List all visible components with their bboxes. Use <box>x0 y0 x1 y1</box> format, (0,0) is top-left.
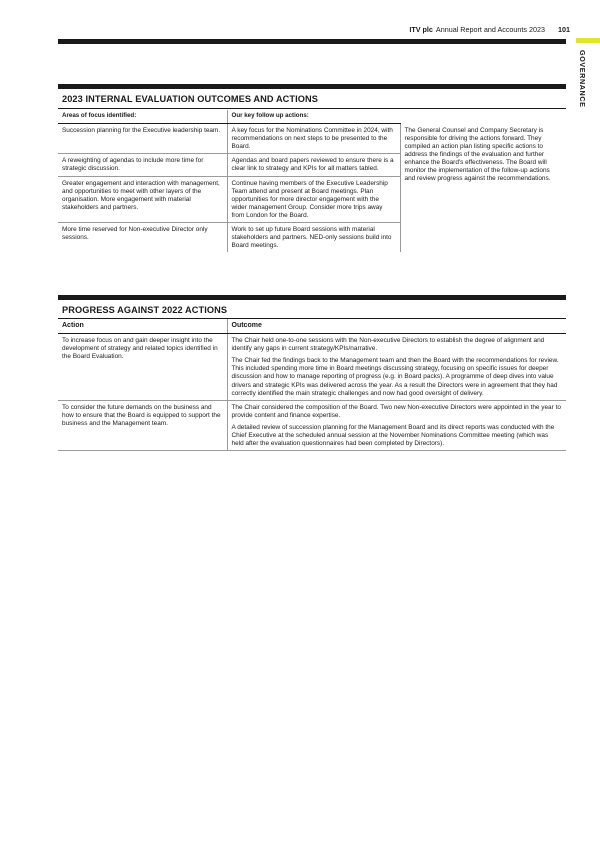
col-header-actions: Our key follow up actions: <box>227 110 400 124</box>
outcome-paragraph: A detailed review of succession planning for the Management Board and its direct reports was conducted with the Chief Executive at the scheduled annual session at the November Nominations Committee meeting (which was held after the evaluation questionnaires had been completed by Directors). <box>231 423 555 448</box>
action-cell: A key focus for the Nominations Committee in 2024, with recommendations on next steps to be presented to the Board. <box>227 124 400 154</box>
evaluation-outcomes-table <box>58 110 566 252</box>
progress-table <box>58 319 566 451</box>
action-cell: Work to set up future Board sessions with material stakeholders and partners. NED-only sessions build into Board meetings. <box>227 223 400 253</box>
col-header-action: Action <box>58 319 227 334</box>
side-note: The General Counsel and Company Secretary is responsible for driving the actions forward. They compiled an action plan listing specific actions to address the findings of the evaluation and further enhance the Board's effectiveness. The Board will monitor the implementation of the follow-up actions and review progress against the recommendations. <box>400 124 566 253</box>
section-tab-marker <box>576 38 600 43</box>
page-header <box>409 25 570 34</box>
table-row <box>58 400 566 450</box>
area-cell: More time reserved for Non-executive Director only sessions. <box>62 226 208 242</box>
side-section-label: GOVERNANCE <box>578 50 587 108</box>
table-row <box>58 124 566 154</box>
outcome-cell <box>227 334 566 401</box>
header-rule <box>58 39 566 44</box>
section2-title: PROGRESS AGAINST 2022 ACTIONS <box>62 305 228 315</box>
outcome-cell <box>227 400 566 450</box>
action-cell: Agendas and board papers reviewed to ensure there is a clear link to strategy and KPIs for all matters tabled. <box>227 154 400 176</box>
action-cell: Continue having members of the Executive Leadership Team attend and present at Board meetings. Plan opportunities for more director engagement with the wider management Group. Consider more trips away from London for the Board. <box>227 176 400 222</box>
section1-title-rule <box>58 108 566 109</box>
action-cell: To consider the future demands on the business and how to ensure that the Board is equipped to support the business and the Management team. <box>58 400 227 450</box>
action-cell: To increase focus on and gain deeper insight into the development of strategy and related topics identified in the Board Evaluation. <box>58 334 227 401</box>
area-cell: Succession planning for the Executive leadership team. <box>58 124 227 154</box>
page-number: 101 <box>558 25 570 34</box>
table-header-row <box>58 110 566 124</box>
table-header-row <box>58 319 566 334</box>
brand-name: ITV plc <box>409 25 433 34</box>
table-row <box>58 334 566 401</box>
section1-top-rule <box>58 84 566 89</box>
section1-title: 2023 INTERNAL EVALUATION OUTCOMES AND ACTIONS <box>62 94 318 104</box>
area-cell: A reweighting of agendas to include more time for strategic discussion. <box>58 154 227 176</box>
col-header-areas: Areas of focus identified: <box>58 110 227 124</box>
col-header-outcome: Outcome <box>227 319 566 334</box>
col-header-blank <box>400 110 566 124</box>
report-title: Annual Report and Accounts 2023 <box>435 25 545 34</box>
outcome-paragraph: The Chair fed the findings back to the Management team and then the Board with the recommendations for review. This included spending more time in Board meetings discussing strategy, focusing on specific issues for deeper discussion and how to manage reporting of progress (e.g. in Board packs). A programme of deep dives into value drivers and strategic KPIs was delivered across the year. As a result the Directors were in agreement that they had correctly identified the main strategic challenges and now had good oversight of delivery. <box>231 357 559 397</box>
outcome-paragraph: The Chair considered the composition of the Board. Two new Non-executive Directors were appointed in the year to provide content and finance expertise. <box>231 403 561 419</box>
area-cell: Greater engagement and interaction with management, and opportunities to meet with other layers of the organisation. More engagement with material stakeholders and partners. <box>58 176 227 222</box>
outcome-paragraph: The Chair held one-to-one sessions with the Non-executive Directors to establish the degree of alignment and identify any gaps in current strategy/KPIs/narrative. <box>231 337 545 353</box>
section2-top-rule <box>58 295 566 300</box>
